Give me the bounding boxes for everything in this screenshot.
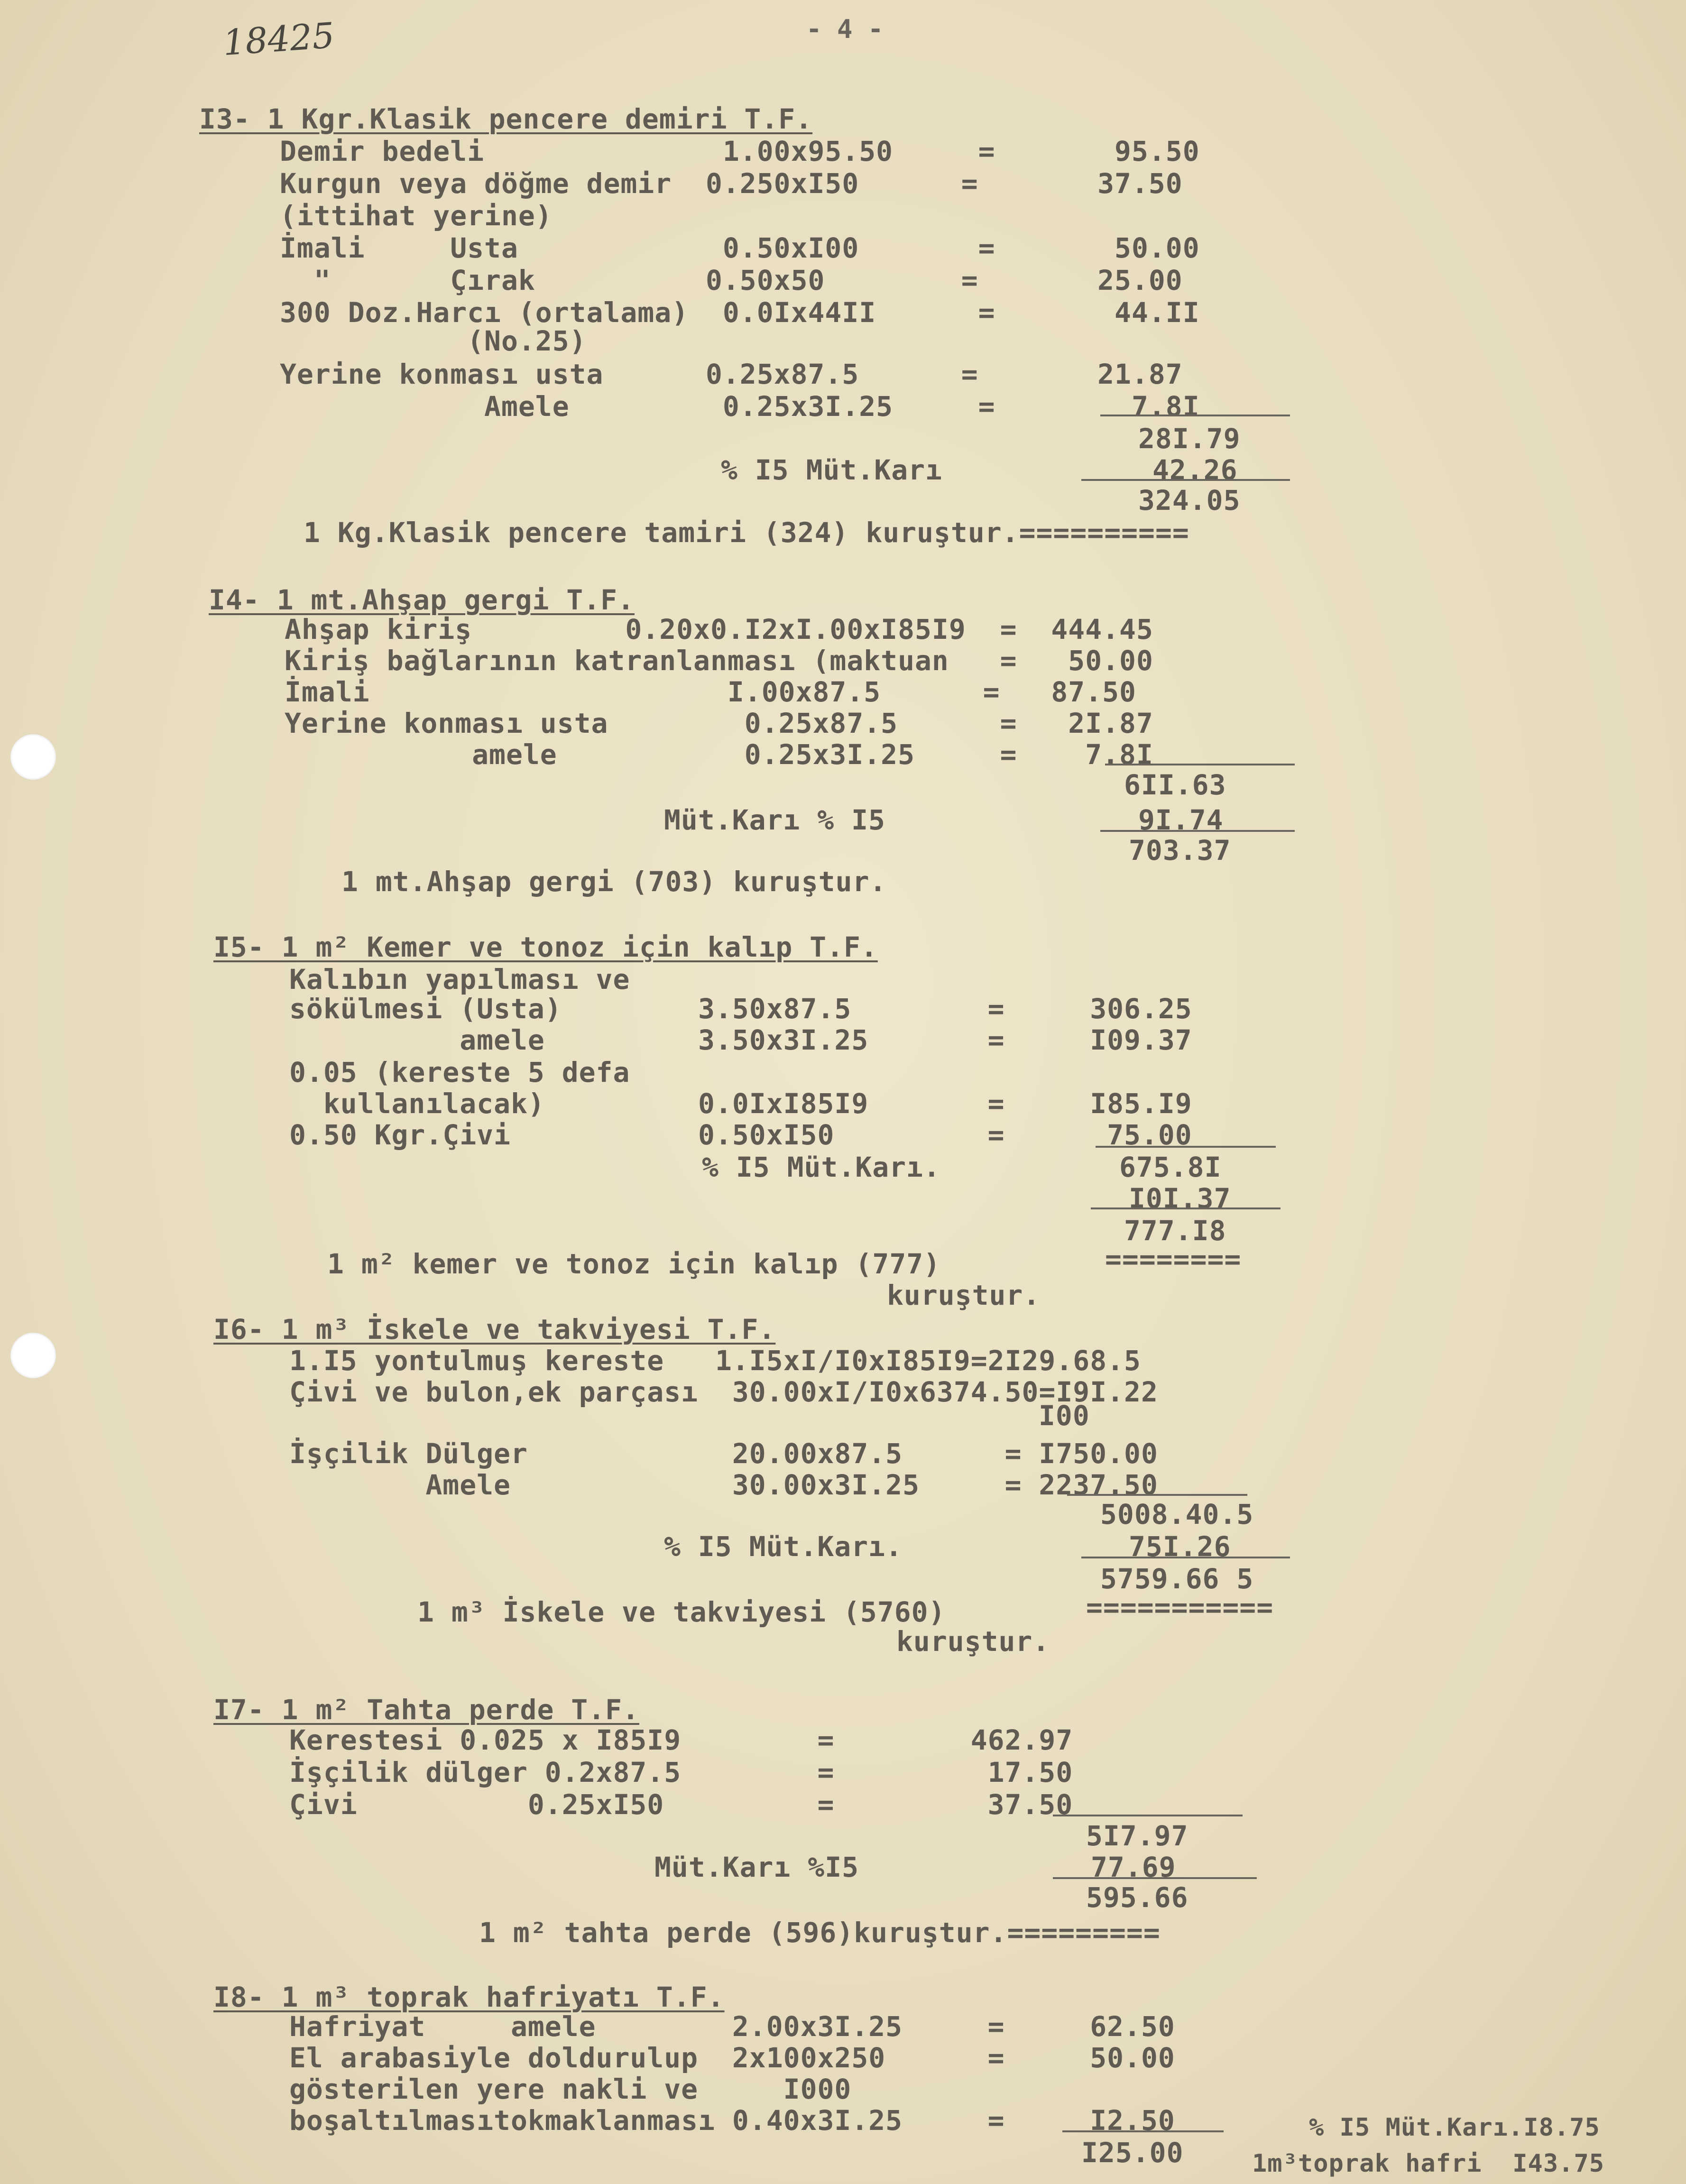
s14-line-3: İmali I.00x87.5 = 87.50 <box>285 676 1136 708</box>
s16-profit: 75I.26 <box>1129 1530 1231 1563</box>
s16-rule-1 <box>1067 1494 1247 1496</box>
s15-rule-1 <box>1096 1146 1276 1148</box>
punch-hole-top <box>10 734 56 780</box>
s13-rule-1 <box>1100 415 1290 416</box>
s16-conclusion-1: 1 m³ İskele ve takviyesi (5760) <box>417 1596 946 1628</box>
page-number: - 4 - <box>806 14 884 44</box>
s17-total: 595.66 <box>1086 1881 1188 1914</box>
s13-rule-2 <box>1081 479 1290 481</box>
s16-equals: =========== <box>1086 1591 1274 1623</box>
s16-line-2: Çivi ve bulon,ek parçası 30.00xI/I0x6374.50=I9I.22 <box>289 1376 1158 1408</box>
s17-line-2: İşçilik dülger 0.2x87.5 = 17.50 <box>289 1756 1073 1788</box>
s17-line-3: Çivi 0.25xI50 = 37.50 <box>289 1788 1073 1821</box>
section-15-title: I5- 1 m² Kemer ve tonoz için kalıp T.F. <box>213 931 878 963</box>
s14-rule-1 <box>1105 764 1295 765</box>
s17-profit-label: Müt.Karı %I5 <box>654 1851 859 1883</box>
s14-profit-label: Müt.Karı % I5 <box>664 804 885 836</box>
s15-line-6: 0.50 Kgr.Çivi 0.50xI50 = 75.00 <box>289 1119 1192 1151</box>
section-14-title: I4- 1 mt.Ahşap gergi T.F. <box>209 584 635 616</box>
s13-subtotal: 28I.79 <box>1138 423 1241 455</box>
s13-profit-label: % I5 Müt.Karı <box>721 454 942 486</box>
s17-conclusion: 1 m² tahta perde (596)kuruştur.========= <box>479 1917 1161 1949</box>
section-17-title: I7- 1 m² Tahta perde T.F. <box>213 1694 639 1726</box>
s15-profit-label: % I5 Müt.Karı. <box>702 1151 940 1183</box>
s16-subtotal: 5008.40.5 <box>1100 1498 1254 1530</box>
s16-line-1: 1.I5 yontulmuş kereste 1.I5xI/I0xI85I9=2I29.68.5 <box>289 1345 1141 1377</box>
s13-conclusion: 1 Kg.Klasik pencere tamiri (324) kuruştur.========== <box>304 516 1189 549</box>
s18-total: I25.00 <box>1081 2137 1184 2169</box>
s14-conclusion: 1 mt.Ahşap gergi (703) kuruştur. <box>341 866 887 898</box>
s18-line-2: El arabasiyle doldurulup 2x100x250 = 50.00 <box>289 2042 1175 2074</box>
s14-line-1: Ahşap kiriş 0.20x0.I2xI.00xI85I9 = 444.45 <box>285 613 1153 645</box>
s13-total: 324.05 <box>1138 484 1241 516</box>
s18-line-3: gösterilen yere nakli ve I000 <box>289 2073 852 2105</box>
s14-total: 703.37 <box>1129 834 1231 866</box>
s13-line-2: Kurgun veya döğme demir 0.250xI50 = 37.50 <box>280 167 1183 200</box>
s16-conclusion-2: kuruştur. <box>896 1625 1050 1658</box>
s16-total: 5759.66 5 <box>1100 1563 1254 1595</box>
s18-rule-1 <box>1062 2130 1224 2132</box>
s17-subtotal: 5I7.97 <box>1086 1820 1188 1852</box>
s15-line-5: kullanılacak) 0.0IxI85I9 = I85.I9 <box>289 1087 1192 1120</box>
section-13-title: I3- 1 Kgr.Klasik pencere demiri T.F. <box>199 103 813 135</box>
s15-subtotal: 675.8I <box>1119 1151 1222 1183</box>
s16-line-3: İşçilik Dülger 20.00x87.5 = I750.00 <box>289 1438 1158 1470</box>
s13-line-4: İmali Usta 0.50xI00 = 50.00 <box>280 232 1200 264</box>
s17-line-1: Kerestesi 0.025 x I85I9 = 462.97 <box>289 1724 1073 1756</box>
s14-line-4: Yerine konması usta 0.25x87.5 = 2I.87 <box>285 707 1153 739</box>
s16-line-4: Amele 30.00x3I.25 = 2237.50 <box>289 1469 1158 1501</box>
s13-line-1: Demir bedeli 1.00x95.50 = 95.50 <box>280 135 1200 167</box>
s13-line-5: " Çırak 0.50x50 = 25.00 <box>280 264 1183 296</box>
s15-equals: ======== <box>1105 1243 1242 1275</box>
s15-line-3: amele 3.50x3I.25 = I09.37 <box>289 1024 1192 1056</box>
s13-line-6: 300 Doz.Harcı (ortalama) 0.0Ix44II = 44.II <box>280 296 1200 329</box>
s18-final-note: 1m³toprak hafri I43.75 <box>1252 2149 1605 2178</box>
s15-line-2: sökülmesi (Usta) 3.50x87.5 = 306.25 <box>289 993 1192 1025</box>
s13-line-7: (No.25) <box>280 325 587 357</box>
section-16-title: I6- 1 m³ İskele ve takviyesi T.F. <box>213 1313 776 1345</box>
s15-profit: I0I.37 <box>1129 1182 1231 1215</box>
s13-profit: 42.26 <box>1152 454 1238 486</box>
section-18-title: I8- 1 m³ toprak hafriyatı T.F. <box>213 1981 725 2013</box>
s14-line-2: Kiriş bağlarının katranlanması (maktuan = 50.00 <box>285 645 1153 677</box>
s18-line-4: boşaltılmasıtokmaklanması 0.40x3I.25 = I2.50 <box>289 2104 1175 2137</box>
s14-rule-2 <box>1100 830 1295 832</box>
s16-fraction-denominator: I00 <box>1039 1400 1090 1432</box>
s13-line-9: Amele 0.25x3I.25 = 7.8I <box>280 390 1200 423</box>
s17-rule-2 <box>1053 1877 1257 1879</box>
s15-conclusion-1: 1 m² kemer ve tonoz için kalıp (777) <box>327 1248 941 1280</box>
s15-rule-2 <box>1091 1207 1281 1209</box>
s17-profit: 77.69 <box>1091 1851 1176 1883</box>
s15-line-4: 0.05 (kereste 5 defa <box>289 1056 630 1088</box>
s16-profit-label: % I5 Müt.Karı. <box>664 1530 903 1563</box>
s16-rule-2 <box>1081 1557 1290 1558</box>
punch-hole-bottom <box>10 1333 56 1378</box>
s15-total: 777.I8 <box>1124 1215 1226 1247</box>
s14-subtotal: 6II.63 <box>1124 769 1226 801</box>
s13-line-8: Yerine konması usta 0.25x87.5 = 21.87 <box>280 358 1183 390</box>
s15-line-1: Kalıbın yapılması ve <box>289 963 630 995</box>
s15-conclusion-2: kuruştur. <box>887 1279 1041 1311</box>
s18-profit-note: % I5 Müt.Karı.I8.75 <box>1309 2113 1600 2142</box>
handwritten-number: 18425 <box>221 15 336 64</box>
s13-line-3: (ittihat yerine) <box>280 200 553 232</box>
s14-line-5: amele 0.25x3I.25 = 7.8I <box>285 738 1153 771</box>
s17-rule-1 <box>1053 1815 1243 1816</box>
s14-profit: 9I.74 <box>1138 804 1224 836</box>
s18-line-1: Hafriyat amele 2.00x3I.25 = 62.50 <box>289 2010 1175 2043</box>
